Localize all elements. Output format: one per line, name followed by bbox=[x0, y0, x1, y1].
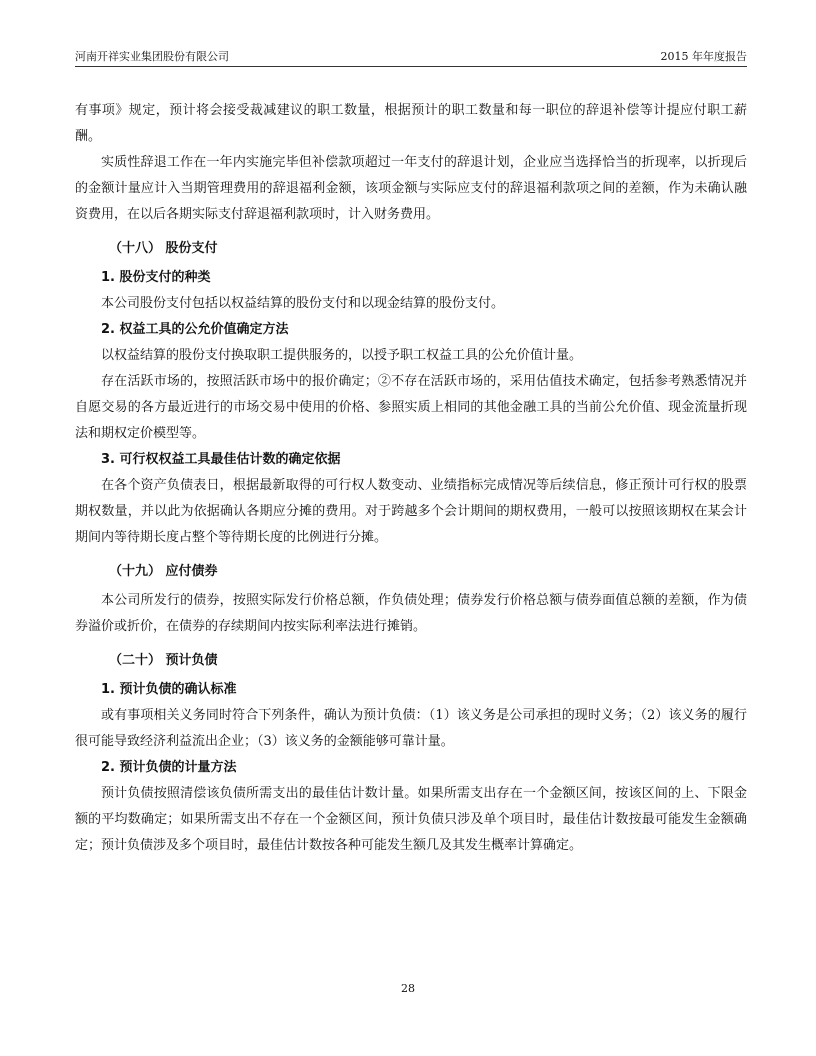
section-heading-18: （十八） 股份支付 bbox=[109, 241, 218, 256]
page-number: 28 bbox=[401, 982, 415, 995]
report-title: 2015 年年度报告 bbox=[660, 50, 747, 63]
paragraph: 实质性辞退工作在一年内实施完毕但补偿款项超过一年支付的辞退计划，企业应当选择恰当的折现率，以折现后的金额计量应计入当期管理费用的辞退福利金额，该项金额与实际应支付的辞退福利款项之间的差额，作为未确认融资费用，在以后各期实际支付辞退福利款项时，计入财务费用。 bbox=[75, 155, 747, 222]
paragraph: 在各个资产负债表日，根据最新取得的可行权人数变动、业绩指标完成情况等后续信息，修正预计可行权的股票期权数量，并以此为依据确认各期应分摊的费用。对于跨越多个会计期间的期权费用，一般可以按照该期权在某会计期间内等待期长度占整个等待期长度的比例进行分摊。 bbox=[75, 478, 747, 545]
paragraph: 或有事项相关义务同时符合下列条件，确认为预计负债：（1）该义务是公司承担的现时义务；（2）该义务的履行很可能导致经济利益流出企业；（3）该义务的金额能够可靠计量。 bbox=[75, 708, 747, 749]
document-body bbox=[75, 98, 747, 859]
page-header bbox=[75, 50, 747, 67]
section-heading-19: （十九） 应付债券 bbox=[109, 564, 218, 579]
company-name: 河南开祥实业集团股份有限公司 bbox=[75, 50, 229, 63]
paragraph: 本公司股份支付包括以权益结算的股份支付和以现金结算的股份支付。 bbox=[101, 296, 505, 311]
subsection-heading: 3. 可行权权益工具最佳估计数的确定依据 bbox=[101, 452, 341, 467]
section-heading-20: （二十） 预计负债 bbox=[109, 653, 218, 668]
subsection-heading: 2. 权益工具的公允价值确定方法 bbox=[101, 322, 289, 337]
subsection-heading: 1. 股份支付的种类 bbox=[101, 270, 211, 285]
paragraph: 本公司所发行的债券，按照实际发行价格总额，作负债处理；债券发行价格总额与债券面值总额的差额，作为债券溢价或折价，在债券的存续期间内按实际利率法进行摊销。 bbox=[75, 593, 747, 634]
paragraph: 有事项》规定，预计将会接受裁减建议的职工数量，根据预计的职工数量和每一职位的辞退补偿等计提应付职工薪酬。 bbox=[75, 103, 747, 144]
subsection-heading: 2. 预计负债的计量方法 bbox=[101, 760, 237, 775]
paragraph: 以权益结算的股份支付换取职工提供服务的，以授予职工权益工具的公允价值计量。 bbox=[101, 348, 583, 363]
subsection-heading: 1. 预计负债的确认标准 bbox=[101, 682, 237, 697]
paragraph: 存在活跃市场的，按照活跃市场中的报价确定；②不存在活跃市场的，采用估值技术确定，包括参考熟悉情况并自愿交易的各方最近进行的市场交易中使用的价格、参照实质上相同的其他金融工具的当前公允价值、现金流量折现法和期权定价模型等。 bbox=[75, 374, 747, 441]
paragraph: 预计负债按照清偿该负债所需支出的最佳估计数计量。如果所需支出存在一个金额区间，按该区间的上、下限金额的平均数确定；如果所需支出不存在一个金额区间，预计负债只涉及单个项目时，最佳估计数按最可能发生金额确定；预计负债涉及多个项目时，最佳估计数按各种可能发生额几及其发生概率计算确定。 bbox=[75, 786, 747, 853]
